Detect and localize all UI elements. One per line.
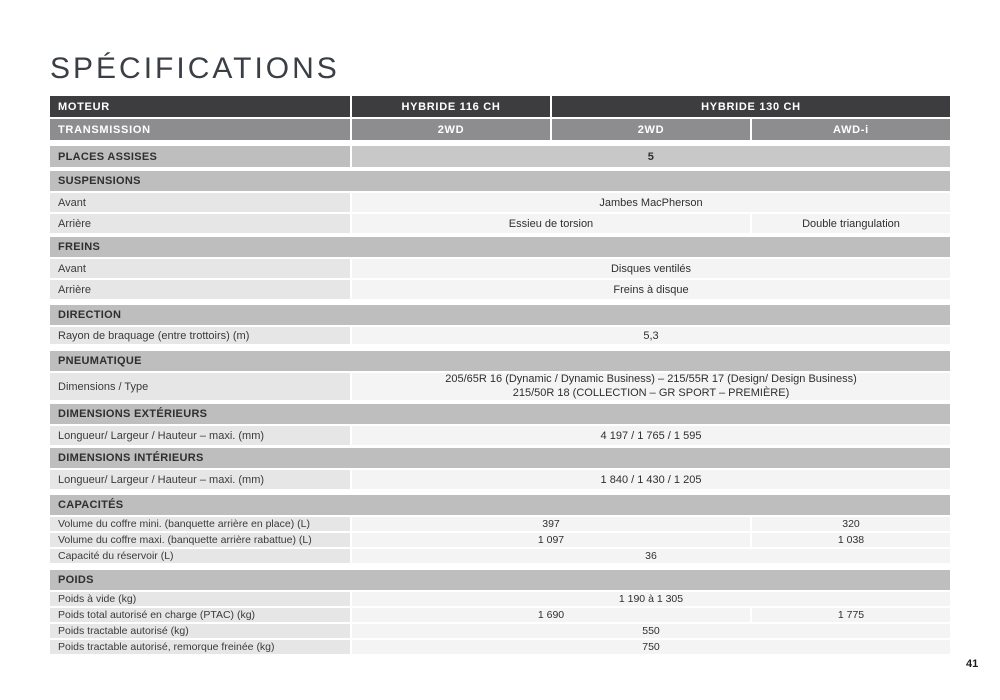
engine-header-label: MOTEUR bbox=[50, 96, 350, 117]
places-assises-label: PLACES ASSISES bbox=[50, 146, 350, 167]
table-row bbox=[50, 640, 950, 654]
spec-page bbox=[50, 52, 950, 654]
table-row bbox=[50, 426, 950, 445]
header-row-transmission bbox=[50, 119, 950, 140]
table-row bbox=[50, 533, 950, 547]
section-poids bbox=[50, 570, 950, 654]
table-row bbox=[50, 517, 950, 531]
transmission-header-label: TRANSMISSION bbox=[50, 119, 350, 140]
row-label: Poids total autorisé en charge (PTAC) (kg) bbox=[50, 608, 350, 622]
section-title-direction: DIRECTION bbox=[50, 305, 950, 325]
section-title-freins: FREINS bbox=[50, 237, 950, 257]
row-label: Poids à vide (kg) bbox=[50, 592, 350, 606]
row-label: Arrière bbox=[50, 280, 350, 299]
row-value: Essieu de torsion bbox=[352, 214, 750, 233]
section-title-poids: POIDS bbox=[50, 570, 950, 590]
section-title-pneumatique: PNEUMATIQUE bbox=[50, 351, 950, 371]
row-label: Volume du coffre mini. (banquette arrière en place) (L) bbox=[50, 517, 350, 531]
row-label: Arrière bbox=[50, 214, 350, 233]
row-label: Longueur/ Largeur / Hauteur – maxi. (mm) bbox=[50, 470, 350, 489]
section-dimensions-exterieurs bbox=[50, 404, 950, 445]
col-header-hybride-116: HYBRIDE 116 CH bbox=[352, 96, 550, 117]
tyre-spec-line-1: 205/65R 16 (Dynamic / Dynamic Business) – 215/55R 17 (Design/ Design Business) bbox=[445, 373, 857, 386]
section-title-dimensions-interieurs: DIMENSIONS INTÉRIEURS bbox=[50, 448, 950, 468]
row-value: 5,3 bbox=[352, 327, 950, 344]
section-dimensions-interieurs bbox=[50, 448, 950, 489]
section-capacites bbox=[50, 495, 950, 563]
section-direction bbox=[50, 305, 950, 344]
table-row bbox=[50, 327, 950, 344]
section-title-dimensions-exterieurs: DIMENSIONS EXTÉRIEURS bbox=[50, 404, 950, 424]
section-freins bbox=[50, 237, 950, 299]
col-header-hybride-130: HYBRIDE 130 CH bbox=[552, 96, 950, 117]
section-title-capacites: CAPACITÉS bbox=[50, 495, 950, 515]
header-row-engine bbox=[50, 96, 950, 117]
row-value: 1 775 bbox=[752, 608, 950, 622]
row-value: 750 bbox=[352, 640, 950, 654]
spec-table bbox=[50, 96, 950, 654]
row-value: Double triangulation bbox=[752, 214, 950, 233]
row-label: Poids tractable autorisé (kg) bbox=[50, 624, 350, 638]
table-row bbox=[50, 259, 950, 278]
page-number: 41 bbox=[966, 658, 979, 670]
row-label: Avant bbox=[50, 193, 350, 212]
col-header-2wd-116: 2WD bbox=[352, 119, 550, 140]
table-row bbox=[50, 193, 950, 212]
row-label: Volume du coffre maxi. (banquette arrière rabattue) (L) bbox=[50, 533, 350, 547]
row-label: Dimensions / Type bbox=[50, 373, 350, 400]
tyre-spec-line-2: 215/50R 18 (COLLECTION – GR SPORT – PREMIÈRE) bbox=[512, 386, 790, 399]
row-label: Longueur/ Largeur / Hauteur – maxi. (mm) bbox=[50, 426, 350, 445]
row-value: Jambes MacPherson bbox=[352, 193, 950, 212]
col-header-2wd-130: 2WD bbox=[552, 119, 750, 140]
table-row bbox=[50, 214, 950, 233]
table-row bbox=[50, 624, 950, 638]
row-value: 550 bbox=[352, 624, 950, 638]
places-assises-value: 5 bbox=[352, 146, 950, 167]
row-label: Poids tractable autorisé, remorque freinée (kg) bbox=[50, 640, 350, 654]
row-value: 320 bbox=[752, 517, 950, 531]
table-row bbox=[50, 280, 950, 299]
row-value: 1 840 / 1 430 / 1 205 bbox=[352, 470, 950, 489]
row-value: 1 038 bbox=[752, 533, 950, 547]
table-row bbox=[50, 549, 950, 563]
table-row bbox=[50, 608, 950, 622]
row-value: Disques ventilés bbox=[352, 259, 950, 278]
section-pneumatique bbox=[50, 351, 950, 400]
section-title-suspensions: SUSPENSIONS bbox=[50, 171, 950, 191]
col-header-awd-i: AWD-i bbox=[752, 119, 950, 140]
row-value bbox=[352, 373, 950, 400]
row-label: Capacité du réservoir (L) bbox=[50, 549, 350, 563]
section-suspensions bbox=[50, 171, 950, 233]
page-title: SPÉCIFICATIONS bbox=[50, 52, 340, 85]
row-value: 397 bbox=[352, 517, 750, 531]
row-value: Freins à disque bbox=[352, 280, 950, 299]
row-label: Avant bbox=[50, 259, 350, 278]
row-value: 1 190 à 1 305 bbox=[352, 592, 950, 606]
row-value: 1 097 bbox=[352, 533, 750, 547]
row-value: 36 bbox=[352, 549, 950, 563]
row-value: 1 690 bbox=[352, 608, 750, 622]
table-row bbox=[50, 592, 950, 606]
row-value: 4 197 / 1 765 / 1 595 bbox=[352, 426, 950, 445]
table-row bbox=[50, 470, 950, 489]
row-places-assises bbox=[50, 146, 950, 167]
table-row bbox=[50, 373, 950, 400]
row-label: Rayon de braquage (entre trottoirs) (m) bbox=[50, 327, 350, 344]
